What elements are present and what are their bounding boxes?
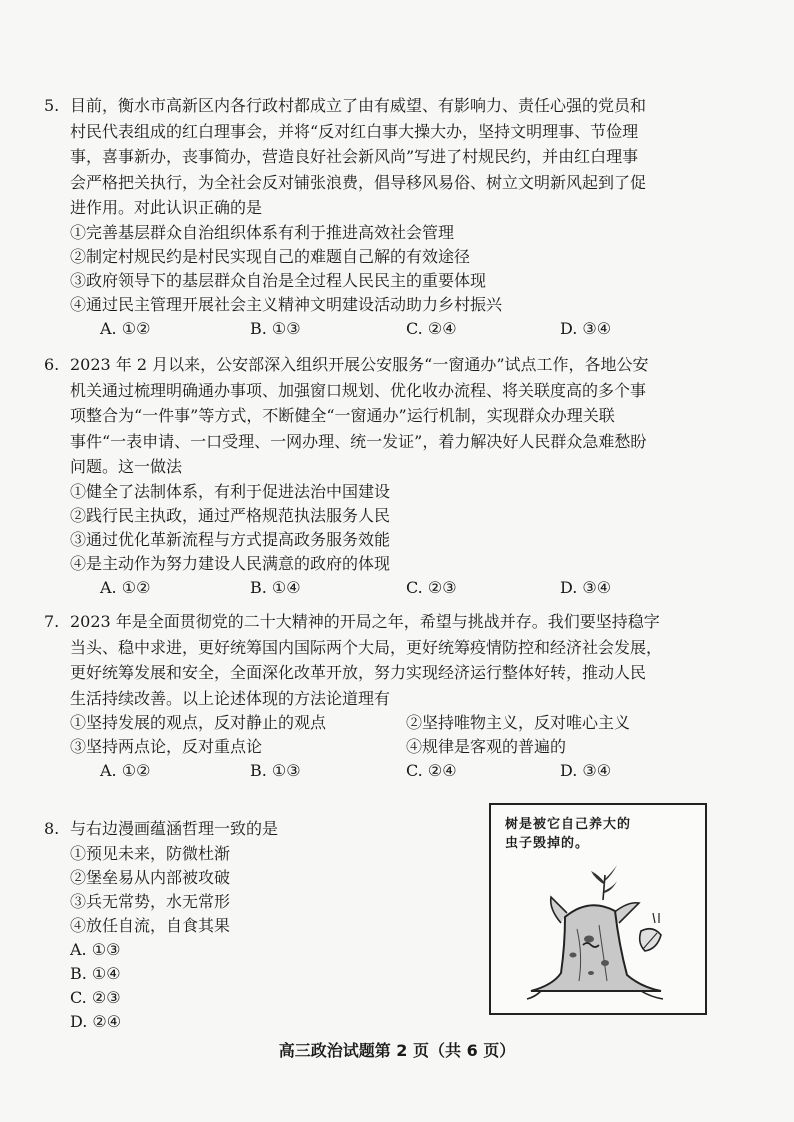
question-5-stem-line: 会严格把关执行，为全社会反对铺张浪费，倡导移风易俗、树立文明新风起到了促 bbox=[70, 172, 647, 192]
choice-d[interactable]: D. ③④ bbox=[560, 761, 612, 781]
question-7-stem-line: 当头、稳中求进，更好统筹国内国际两个大局，更好统筹疫情防控和经济社会发展， bbox=[70, 637, 663, 657]
question-7-stem-line: 更好统筹发展和安全，全面深化改革开放，努力实现经济运行整体好转，推动人民 bbox=[70, 663, 647, 683]
choice-d[interactable]: D. ③④ bbox=[560, 318, 612, 338]
choice-c[interactable]: C. ②③ bbox=[406, 577, 457, 597]
choice-c[interactable]: C. ②④ bbox=[406, 761, 457, 781]
option-row bbox=[70, 711, 710, 735]
option-statement: ①坚持发展的观点，反对静止的观点 bbox=[70, 713, 327, 733]
answer-choices bbox=[70, 576, 710, 600]
choice-a[interactable]: A. ①③ bbox=[70, 939, 121, 959]
option-statement: ②践行民主执政，通过严格规范执法服务人民 bbox=[70, 505, 391, 525]
choice-c[interactable]: C. ②④ bbox=[406, 318, 457, 338]
option-statement: ④放任自流，自食其果 bbox=[70, 915, 231, 935]
choice-d[interactable]: D. ③④ bbox=[560, 577, 612, 597]
option-statement: ②坚持唯物主义，反对唯心主义 bbox=[406, 713, 631, 733]
choice-d[interactable]: D. ②④ bbox=[70, 1011, 122, 1031]
choice-b[interactable]: B. ①③ bbox=[250, 761, 301, 781]
option-statement: ④通过民主管理开展社会主义精神文明建设活动助力乡村振兴 bbox=[70, 294, 503, 314]
option-statement: ④是主动作为努力建设人民满意的政府的体现 bbox=[70, 553, 391, 573]
choice-a[interactable]: A. ①② bbox=[100, 761, 151, 781]
choice-a[interactable]: A. ①② bbox=[100, 577, 151, 597]
choice-b[interactable]: B. ①④ bbox=[70, 963, 121, 983]
question-7 bbox=[44, 609, 710, 783]
option-statement: ③坚持两点论，反对重点论 bbox=[70, 737, 263, 757]
option-statement: ③通过优化革新流程与方式提高政务服务效能 bbox=[70, 529, 391, 549]
question-6-stem-line: 项整合为“一件事”等方式，不断健全“一窗通办”运行机制，实现群众办理关联 bbox=[70, 406, 615, 426]
cartoon-caption-line: 树是被它自己养大的 bbox=[505, 817, 632, 832]
option-statement: ①健全了法制体系，有利于促进法治中国建设 bbox=[70, 481, 391, 501]
question-number: 6. bbox=[44, 355, 60, 374]
option-row bbox=[70, 735, 710, 759]
question-number: 5. bbox=[44, 96, 60, 115]
option-statement: ③兵无常势，水无常形 bbox=[70, 891, 231, 911]
question-8 bbox=[44, 816, 470, 1034]
question-6-stem-line: 6. 2023 年 2 月以来，公安部深入组织开展公安服务“一窗通办”试点工作，各地公安 bbox=[70, 352, 710, 378]
question-5-stem-line: 进作用。对此认识正确的是 bbox=[70, 198, 263, 218]
choice-b[interactable]: B. ①④ bbox=[250, 577, 301, 597]
question-5 bbox=[44, 93, 710, 341]
choice-a[interactable]: A. ①② bbox=[100, 318, 151, 338]
option-statement: ②堡垒易从内部被攻破 bbox=[70, 867, 231, 887]
option-statement: ③政府领导下的基层群众自治是全过程人民民主的重要体现 bbox=[70, 270, 487, 290]
tree-stump-illustration bbox=[491, 805, 705, 1013]
choice-c[interactable]: C. ②③ bbox=[70, 987, 121, 1007]
cartoon-frame bbox=[489, 803, 707, 1015]
answer-choices bbox=[70, 759, 710, 783]
option-statement: ④规律是客观的普遍的 bbox=[406, 737, 567, 757]
question-6-stem-line: 机关通过梳理明确通办事项、加强窗口规划、优化收办流程、将关联度高的多个事 bbox=[70, 380, 647, 400]
question-5-stem-line: 5. 目前，衡水市高新区内各行政村都成立了由有威望、有影响力、责任心强的党员和 bbox=[70, 93, 710, 119]
question-5-stem-line: 事，喜事新办，丧事简办，营造良好社会新风尚”写进了村规民约，并由红白理事 bbox=[70, 147, 639, 167]
question-7-stem-line: 7. 2023 年是全面贯彻党的二十大精神的开局之年，希望与挑战并存。我们要坚持稳字 bbox=[70, 609, 710, 635]
question-number: 7. bbox=[44, 612, 60, 631]
question-number: 8. bbox=[44, 819, 60, 838]
option-statement: ②制定村规民约是村民实现自己的难题自己解的有效途径 bbox=[70, 246, 471, 266]
question-8-stem: 8. 与右边漫画蕴涵哲理一致的是 bbox=[70, 816, 470, 842]
question-6-stem-line: 问题。这一做法 bbox=[70, 457, 183, 477]
question-5-stem-line: 村民代表组成的红白理事会，并将“反对红白事大操大办，坚持文明理事、节俭理 bbox=[70, 121, 639, 141]
question-7-stem-line: 生活持续改善。以上论述体现的方法论道理有 bbox=[70, 688, 391, 708]
cartoon-caption-line: 虫子毁掉的。 bbox=[505, 836, 590, 851]
question-6-stem-line: 事件“一表申请、一口受理、一网办理、统一发证”，着力解决好人民群众急难愁盼 bbox=[70, 431, 647, 451]
answer-choices bbox=[70, 317, 710, 341]
option-statement: ①完善基层群众自治组织体系有利于推进高效社会管理 bbox=[70, 222, 455, 242]
question-6 bbox=[44, 352, 710, 600]
option-statement: ①预见未来，防微杜渐 bbox=[70, 843, 231, 863]
page-footer: 高三政治试题第 2 页（共 6 页） bbox=[278, 1041, 516, 1060]
choice-b[interactable]: B. ①③ bbox=[250, 318, 301, 338]
